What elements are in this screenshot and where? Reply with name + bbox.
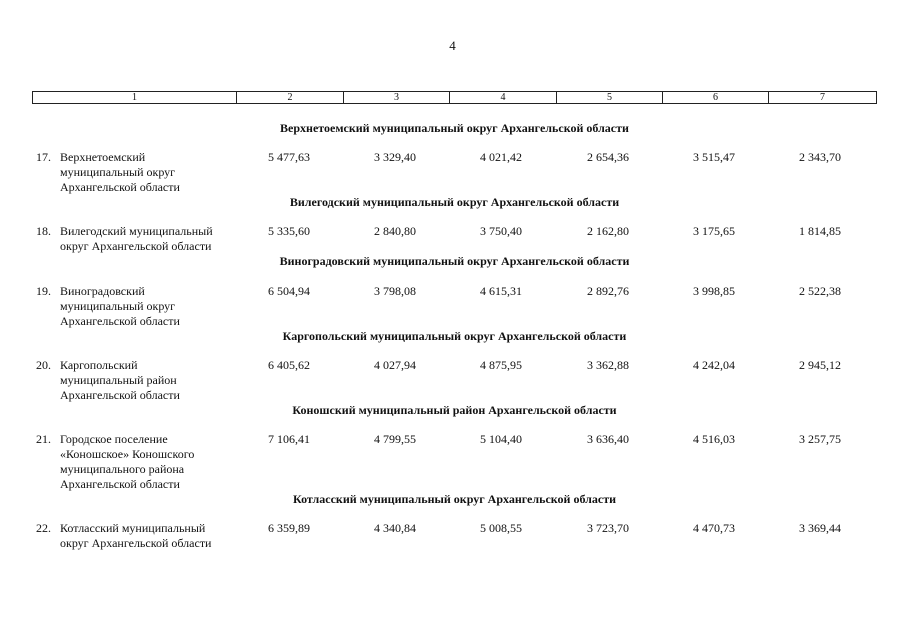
value-col-4: 5 104,40 — [480, 432, 522, 446]
value-col-5: 2 162,80 — [587, 224, 629, 238]
value-col-7: 2 522,38 — [799, 284, 841, 298]
value-col-4: 3 750,40 — [480, 224, 522, 238]
name-line: Виноградовский — [60, 284, 145, 298]
municipality-name — [60, 150, 235, 195]
name-line: округ Архангельской области — [60, 239, 212, 253]
value-col-6: 3 515,47 — [693, 150, 735, 164]
section-title: Вилегодский муниципальный округ Архангельской области — [289, 195, 620, 209]
value-col-3: 2 840,80 — [374, 224, 416, 238]
column-header-2: 2 — [237, 92, 344, 103]
name-line: Городское поселение — [60, 432, 168, 446]
value-col-5: 3 636,40 — [587, 432, 629, 446]
value-col-3: 4 340,84 — [374, 521, 416, 535]
column-header-5: 5 — [557, 92, 663, 103]
value-col-2: 6 359,89 — [268, 521, 310, 535]
value-col-2: 7 106,41 — [268, 432, 310, 446]
name-line: Каргопольский — [60, 358, 138, 372]
value-col-2: 6 405,62 — [268, 358, 310, 372]
municipality-name — [60, 521, 235, 551]
row-number: 17. — [36, 150, 51, 164]
value-col-3: 3 798,08 — [374, 284, 416, 298]
name-line: муниципальный район — [60, 373, 177, 387]
name-line: округ Архангельской области — [60, 536, 212, 550]
name-line: Верхнетоемский — [60, 150, 146, 164]
section-title: Коношский муниципальный район Архангельской области — [292, 403, 617, 417]
section-title: Котласский муниципальный округ Архангельской области — [292, 492, 617, 506]
value-col-4: 4 875,95 — [480, 358, 522, 372]
name-line: «Коношское» Коношского — [60, 447, 195, 461]
section-title: Верхнетоемский муниципальный округ Архангельской области — [280, 121, 629, 135]
municipality-name — [60, 224, 235, 254]
column-header-6: 6 — [663, 92, 769, 103]
row-number: 20. — [36, 358, 51, 372]
municipality-name — [60, 284, 235, 329]
value-col-5: 2 892,76 — [587, 284, 629, 298]
municipality-name — [60, 432, 235, 492]
value-col-6: 4 516,03 — [693, 432, 735, 446]
municipality-name — [60, 358, 235, 403]
name-line: Котласский муниципальный — [60, 521, 206, 535]
value-col-5: 3 723,70 — [587, 521, 629, 535]
name-line: Архангельской области — [60, 388, 180, 402]
value-col-3: 3 329,40 — [374, 150, 416, 164]
column-header-3: 3 — [344, 92, 450, 103]
section-title: Виноградовский муниципальный округ Архангельской области — [279, 254, 630, 268]
column-header-1: 1 — [33, 92, 237, 103]
name-line: Архангельской области — [60, 180, 180, 194]
section-title: Каргопольский муниципальный округ Архангельской области — [282, 329, 627, 343]
column-header-row — [32, 91, 877, 104]
row-number: 22. — [36, 521, 51, 535]
value-col-3: 4 027,94 — [374, 358, 416, 372]
column-header-4: 4 — [450, 92, 557, 103]
value-col-7: 3 369,44 — [799, 521, 841, 535]
value-col-7: 1 814,85 — [799, 224, 841, 238]
name-line: муниципальный округ — [60, 165, 176, 179]
value-col-2: 5 335,60 — [268, 224, 310, 238]
value-col-6: 3 998,85 — [693, 284, 735, 298]
value-col-7: 3 257,75 — [799, 432, 841, 446]
column-header-7: 7 — [820, 92, 825, 103]
page-number: 4 — [449, 38, 456, 53]
value-col-7: 2 343,70 — [799, 150, 841, 164]
value-col-4: 4 615,31 — [480, 284, 522, 298]
row-number: 19. — [36, 284, 51, 298]
value-col-6: 4 470,73 — [693, 521, 735, 535]
name-line: муниципального района — [60, 462, 185, 476]
name-line: Архангельской области — [60, 314, 180, 328]
name-line: Архангельской области — [60, 477, 180, 491]
value-col-3: 4 799,55 — [374, 432, 416, 446]
value-col-4: 4 021,42 — [480, 150, 522, 164]
name-line: Вилегодский муниципальный — [60, 224, 213, 238]
value-col-5: 2 654,36 — [587, 150, 629, 164]
value-col-4: 5 008,55 — [480, 521, 522, 535]
value-col-6: 4 242,04 — [693, 358, 735, 372]
name-line: муниципальный округ — [60, 299, 176, 313]
value-col-5: 3 362,88 — [587, 358, 629, 372]
value-col-7: 2 945,12 — [799, 358, 841, 372]
value-col-6: 3 175,65 — [693, 224, 735, 238]
row-number: 21. — [36, 432, 51, 446]
value-col-2: 6 504,94 — [268, 284, 310, 298]
value-col-2: 5 477,63 — [268, 150, 310, 164]
row-number: 18. — [36, 224, 51, 238]
